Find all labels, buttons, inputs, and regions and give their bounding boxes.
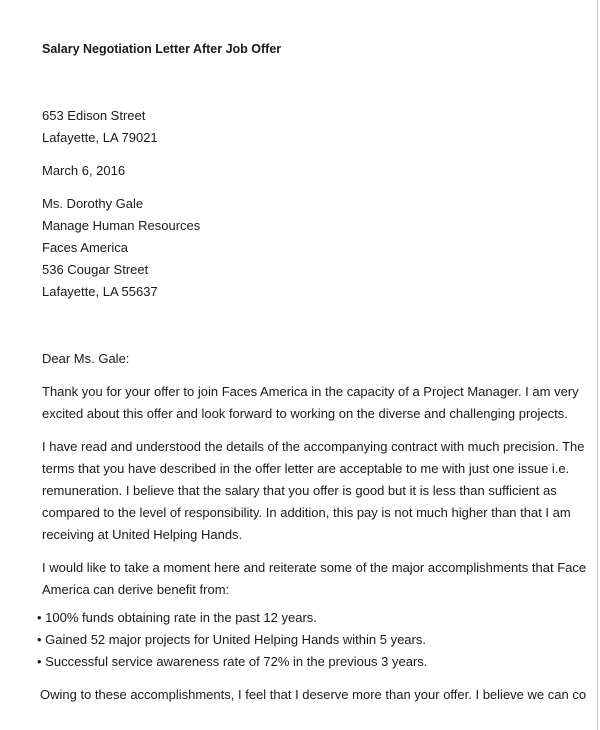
- recipient-line: Ms. Dorothy Gale: [42, 196, 144, 211]
- paragraph-line: I would like to take a moment here and reiterate some of the major accomplishments that Face: [42, 560, 587, 575]
- recipient-line: Lafayette, LA 55637: [42, 284, 158, 299]
- letter-title: Salary Negotiation Letter After Job Offer: [42, 42, 282, 56]
- paragraph-line: Thank you for your offer to join Faces America in the capacity of a Project Manager. I am very: [42, 384, 579, 399]
- paragraph-line: terms that you have described in the offer letter are acceptable to me with just one issue i.e.: [42, 461, 570, 476]
- bullet-item: • Successful service awareness rate of 72% in the previous 3 years.: [37, 654, 428, 669]
- sender-address-line: Lafayette, LA 79021: [42, 130, 158, 145]
- recipient-line: 536 Cougar Street: [42, 262, 149, 277]
- paragraph-line: remuneration. I believe that the salary that you offer is good but it is less than sufficient as: [42, 483, 557, 498]
- bullet-item: • 100% funds obtaining rate in the past 12 years.: [37, 610, 317, 625]
- recipient-line: Faces America: [42, 240, 128, 255]
- paragraph-line: compared to the level of responsibility. In addition, this pay is not much higher than that I am: [42, 505, 571, 520]
- paragraph-line: America can derive benefit from:: [42, 582, 230, 597]
- paragraph-line: excited about this offer and look forward to working on the diverse and challenging projects.: [42, 406, 568, 421]
- paragraph-line: I have read and understood the details of the accompanying contract with much precision. The: [42, 439, 585, 454]
- sender-address-line: 653 Edison Street: [42, 108, 146, 123]
- recipient-line: Manage Human Resources: [42, 218, 201, 233]
- letter-date: March 6, 2016: [42, 163, 126, 178]
- bullet-item: • Gained 52 major projects for United Helping Hands within 5 years.: [37, 632, 426, 647]
- paragraph-line: receiving at United Helping Hands.: [42, 527, 243, 542]
- salutation: Dear Ms. Gale:: [42, 351, 130, 366]
- paragraph-line: Owing to these accomplishments, I feel that I deserve more than your offer. I believe we can co: [40, 687, 587, 702]
